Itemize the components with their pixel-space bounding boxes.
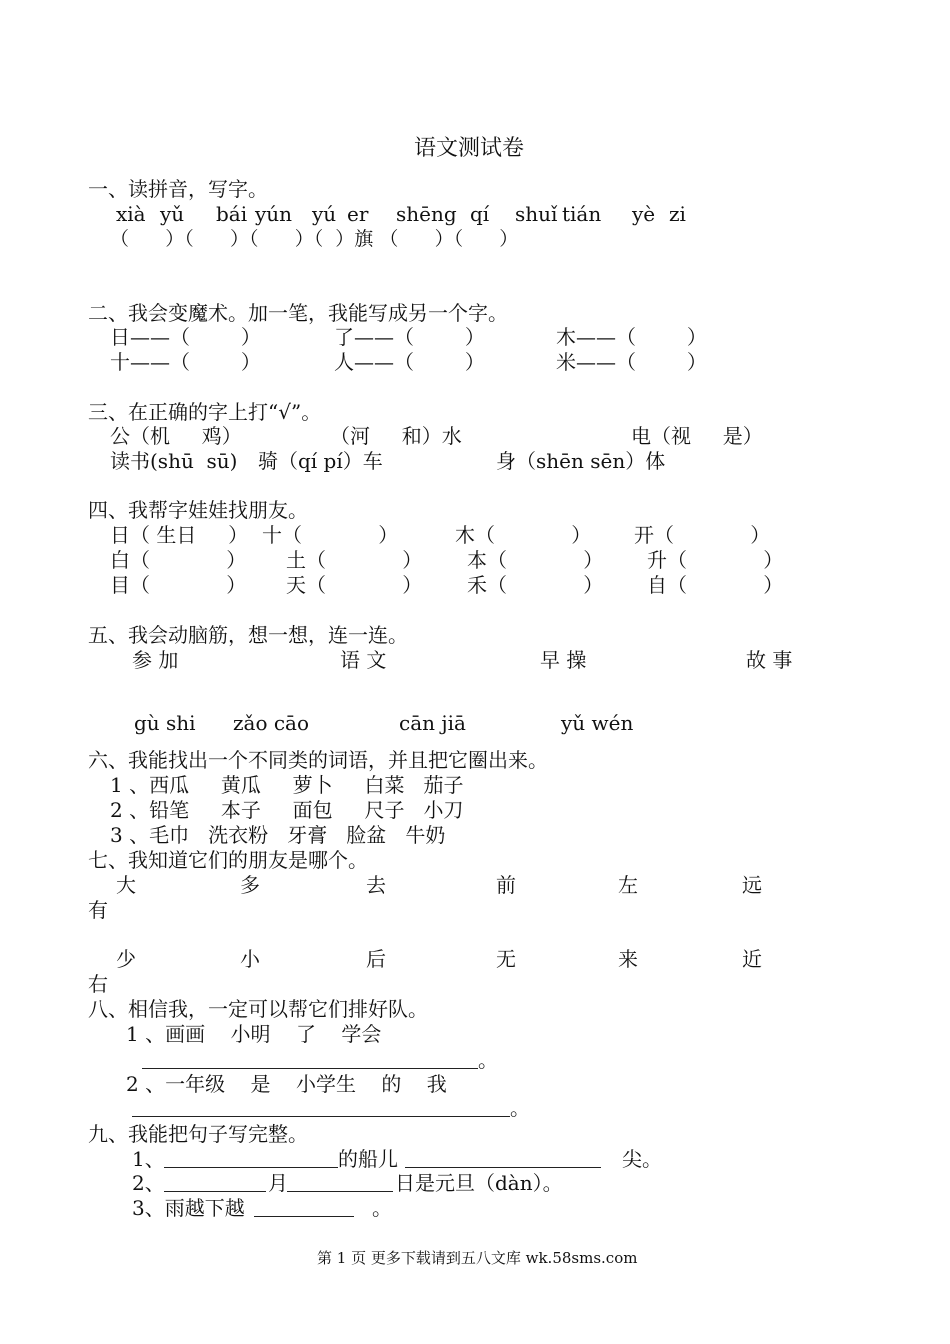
match-word: 参 加 [132, 648, 179, 672]
sentence-text: 3、雨越下越 [132, 1196, 245, 1220]
sentence-number: 2、 [132, 1171, 165, 1195]
match-pinyin: gù shi [134, 711, 196, 735]
pinyin-syllable: er [347, 202, 369, 226]
section-6-heading: 六、我能找出一个不同类的词语，并且把它圈出来。 [88, 748, 548, 772]
add-stroke-item: 人——（ ） [334, 350, 485, 374]
match-pinyin: yǔ wén [561, 711, 634, 735]
reorder-question: 2 、一年级 是 小学生 的 我 [126, 1072, 447, 1096]
match-word: 语 文 [340, 648, 387, 672]
add-stroke-item: 日——（ ） [110, 325, 261, 349]
pinyin-syllable: tián [562, 202, 602, 226]
match-pinyin: zǎo cāo [233, 711, 310, 735]
section-2-heading: 二、我会变魔术。加一笔，我能写成另一个字。 [88, 301, 508, 325]
pinyin-syllable: yè [632, 202, 656, 226]
section-9-heading: 九、我能把句子写完整。 [88, 1122, 308, 1146]
section-7-heading: 七、我知道它们的朋友是哪个。 [88, 848, 368, 872]
section-3-heading: 三、在正确的字上打“√”。 [88, 400, 322, 424]
word-friend-item: 日（ 生日 ） [110, 523, 249, 547]
antonym-word: 近 [742, 947, 762, 971]
word-friend-item: 土（ ） [286, 548, 423, 572]
answer-period: 。 [478, 1048, 498, 1072]
fill-blank-line [254, 1216, 354, 1217]
sentence-text: 尖。 [622, 1147, 662, 1171]
pinyin-syllable: shuǐ [515, 202, 558, 226]
antonym-word: 来 [618, 947, 638, 971]
pinyin-syllable: zi [669, 202, 686, 226]
word-friend-item: 天（ ） [286, 573, 423, 597]
fill-blank-line [287, 1191, 393, 1192]
word-friend-item: 目（ ） [110, 573, 247, 597]
word-friend-item: 升（ ） [647, 548, 784, 572]
fill-blank-line [164, 1191, 266, 1192]
word-friend-item: 十（ ） [262, 523, 399, 547]
reorder-question: 1 、画画 小明 了 学会 [126, 1022, 382, 1046]
match-pinyin: cān jiā [399, 711, 466, 735]
word-friend-item: 白（ ） [110, 548, 247, 572]
word-friend-item: 木（ ） [455, 523, 592, 547]
choice-item: （河 和）水 [330, 424, 462, 448]
antonym-word: 大 [116, 873, 136, 897]
odd-one-out-row: 2 、铅笔 本子 面包 尺子 小刀 [110, 798, 464, 822]
answer-period: 。 [510, 1096, 530, 1120]
add-stroke-item: 了——（ ） [334, 325, 485, 349]
pinyin-syllable: yún [255, 202, 293, 226]
word-friend-item: 禾（ ） [467, 573, 604, 597]
page-title: 语文测试卷 [414, 136, 525, 161]
sentence-text: 月 [268, 1171, 288, 1195]
pinyin-syllable: yú [312, 202, 337, 226]
antonym-word: 左 [618, 873, 638, 897]
section-5-heading: 五、我会动脑筋，想一想，连一连。 [88, 623, 408, 647]
pinyin-syllable: bái [216, 202, 248, 226]
choice-item: 电（视 是） [631, 424, 763, 448]
add-stroke-item: 米——（ ） [556, 350, 707, 374]
section-1-heading: 一、读拼音，写字。 [88, 177, 268, 201]
odd-one-out-row: 1 、西瓜 黄瓜 萝卜 白菜 茄子 [110, 773, 464, 797]
match-word: 故 事 [746, 648, 793, 672]
answer-line [132, 1116, 510, 1117]
section-8-heading: 八、相信我，一定可以帮它们排好队。 [88, 997, 428, 1021]
sentence-text: 日是元旦（dàn）。 [395, 1171, 563, 1195]
add-stroke-item: 十——（ ） [110, 350, 261, 374]
word-friend-item: 开（ ） [634, 523, 771, 547]
antonym-word: 无 [496, 947, 516, 971]
antonym-word: 远 [742, 873, 762, 897]
choice-item: 骑（qí pí）车 [258, 449, 383, 473]
sentence-number: 1、 [132, 1147, 165, 1171]
choice-item: 读书(shū sū) [110, 449, 238, 473]
antonym-word: 右 [88, 972, 108, 996]
sentence-text: 的船儿 [338, 1147, 398, 1171]
antonym-word: 去 [366, 873, 386, 897]
pinyin-syllable: xià [116, 202, 146, 226]
antonym-word: 后 [366, 947, 386, 971]
pinyin-syllable: yǔ [160, 202, 185, 226]
fill-blank-line [405, 1167, 601, 1168]
odd-one-out-row: 3 、毛巾 洗衣粉 牙膏 脸盆 牛奶 [110, 823, 446, 847]
choice-item: 身（shēn sēn）体 [496, 449, 666, 473]
section-4-heading: 四、我帮字娃娃找朋友。 [88, 498, 308, 522]
antonym-word: 少 [116, 947, 136, 971]
fill-blank-line [164, 1167, 338, 1168]
sentence-text: 。 [372, 1196, 392, 1220]
word-friend-item: 自（ ） [647, 573, 784, 597]
antonym-word: 多 [240, 873, 260, 897]
answer-brackets-row: （ ）（ ）（ ）（ ）旗 （ ）（ ） [110, 228, 519, 250]
word-friend-item: 本（ ） [467, 548, 604, 572]
antonym-word: 有 [88, 898, 108, 922]
pinyin-syllable: shēng [396, 202, 457, 226]
answer-line [142, 1068, 478, 1069]
antonym-word: 小 [240, 947, 260, 971]
choice-item: 公（机 鸡） [110, 424, 242, 448]
page-footer: 第 1 页 更多下载请到五八文库 wk.58sms.com [317, 1249, 638, 1267]
antonym-word: 前 [496, 873, 516, 897]
add-stroke-item: 木——（ ） [556, 325, 707, 349]
pinyin-syllable: qí [470, 202, 490, 226]
match-word: 早 操 [540, 648, 587, 672]
